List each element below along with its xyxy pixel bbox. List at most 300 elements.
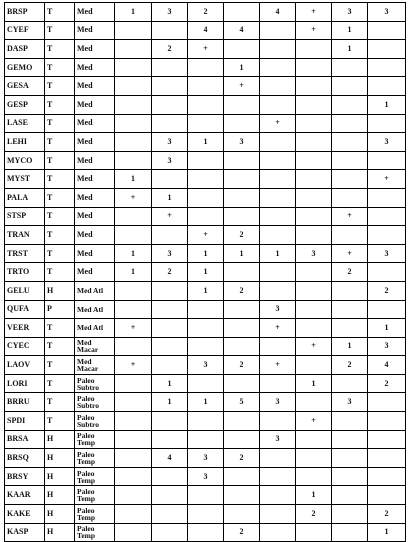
abundance-cell (188, 114, 224, 133)
species-code-cell: VEER (5, 319, 45, 338)
abundance-cell (188, 300, 224, 319)
abundance-cell (152, 412, 188, 431)
abundance-cell: 4 (224, 21, 260, 40)
abundance-cell (296, 40, 332, 59)
abundance-cell: 3 (188, 449, 224, 468)
abundance-cell: 2 (224, 281, 260, 300)
abundance-cell (188, 151, 224, 170)
abundance-cell (224, 412, 260, 431)
abundance-cell: + (296, 21, 332, 40)
table-row (5, 77, 406, 96)
life-form-cell: T (45, 77, 75, 96)
table-row (5, 374, 406, 393)
life-form-cell: T (45, 3, 75, 22)
table-row (5, 412, 406, 431)
species-code-cell: DASP (5, 40, 45, 59)
species-code-cell: GESP (5, 95, 45, 114)
abundance-cell (368, 40, 406, 59)
abundance-cell (224, 263, 260, 282)
species-code-cell: TRAN (5, 226, 45, 245)
abundance-cell (332, 77, 368, 96)
abundance-cell (260, 263, 296, 282)
abundance-cell (115, 449, 152, 468)
abundance-cell (332, 170, 368, 189)
abundance-cell: 3 (332, 3, 368, 22)
chorotype-cell: Med (75, 188, 115, 207)
abundance-cell (115, 133, 152, 152)
chorotype-cell: Paleo Temp (75, 467, 115, 486)
abundance-cell (115, 21, 152, 40)
table-row (5, 151, 406, 170)
life-form-cell: T (45, 374, 75, 393)
species-code-cell: CYEC (5, 337, 45, 356)
abundance-cell (332, 281, 368, 300)
abundance-cell: 3 (152, 244, 188, 263)
abundance-cell (368, 114, 406, 133)
abundance-cell (115, 467, 152, 486)
table-body (5, 3, 406, 542)
life-form-cell: T (45, 393, 75, 412)
abundance-cell: 2 (332, 263, 368, 282)
abundance-cell: 1 (296, 486, 332, 505)
abundance-cell (368, 188, 406, 207)
table-row (5, 207, 406, 226)
abundance-cell: 3 (224, 133, 260, 152)
abundance-cell: + (188, 226, 224, 245)
abundance-cell: 2 (368, 281, 406, 300)
abundance-cell: 1 (115, 263, 152, 282)
abundance-cell (296, 523, 332, 542)
abundance-cell (332, 374, 368, 393)
abundance-cell (260, 337, 296, 356)
abundance-cell: 3 (368, 133, 406, 152)
chorotype-cell: Paleo Temp (75, 505, 115, 524)
abundance-cell (332, 114, 368, 133)
life-form-cell: T (45, 263, 75, 282)
life-form-cell: P (45, 300, 75, 319)
abundance-cell: 1 (224, 244, 260, 263)
abundance-cell (188, 412, 224, 431)
life-form-cell: H (45, 467, 75, 486)
abundance-cell (332, 412, 368, 431)
abundance-cell: 2 (368, 505, 406, 524)
abundance-cell (296, 430, 332, 449)
abundance-cell (115, 430, 152, 449)
chorotype-cell: Med (75, 40, 115, 59)
species-code-cell: KAKE (5, 505, 45, 524)
abundance-cell (224, 505, 260, 524)
table-row (5, 58, 406, 77)
table-row (5, 170, 406, 189)
abundance-cell (115, 523, 152, 542)
abundance-cell (115, 374, 152, 393)
abundance-cell (224, 188, 260, 207)
chorotype-cell: Paleo Subtro (75, 374, 115, 393)
abundance-cell (260, 523, 296, 542)
abundance-cell: 1 (368, 319, 406, 338)
chorotype-cell: Med Macar (75, 337, 115, 356)
life-form-cell: H (45, 523, 75, 542)
chorotype-cell: Med (75, 133, 115, 152)
abundance-cell (115, 77, 152, 96)
abundance-cell (224, 319, 260, 338)
abundance-cell: 4 (368, 356, 406, 375)
abundance-cell: 1 (296, 374, 332, 393)
abundance-cell: + (188, 40, 224, 59)
abundance-cell: + (332, 244, 368, 263)
life-form-cell: T (45, 40, 75, 59)
chorotype-cell: Med (75, 77, 115, 96)
abundance-cell (188, 77, 224, 96)
abundance-cell: + (260, 319, 296, 338)
abundance-cell (224, 170, 260, 189)
abundance-cell: 1 (152, 393, 188, 412)
abundance-cell (332, 449, 368, 468)
species-code-cell: MYST (5, 170, 45, 189)
abundance-cell (260, 226, 296, 245)
table-row (5, 319, 406, 338)
abundance-cell (224, 40, 260, 59)
abundance-cell (152, 505, 188, 524)
abundance-cell (224, 467, 260, 486)
species-code-cell: GEMO (5, 58, 45, 77)
abundance-cell (115, 505, 152, 524)
species-code-cell: LASE (5, 114, 45, 133)
abundance-cell (152, 430, 188, 449)
abundance-cell (115, 412, 152, 431)
abundance-cell: 1 (188, 281, 224, 300)
abundance-cell (152, 467, 188, 486)
table-row (5, 449, 406, 468)
abundance-cell: 3 (368, 337, 406, 356)
species-table (4, 2, 406, 542)
abundance-cell: 4 (260, 3, 296, 22)
species-code-cell: BRSA (5, 430, 45, 449)
life-form-cell: H (45, 449, 75, 468)
abundance-cell (188, 319, 224, 338)
chorotype-cell: Med (75, 58, 115, 77)
species-code-cell: LAOV (5, 356, 45, 375)
life-form-cell: T (45, 21, 75, 40)
abundance-cell: 1 (332, 40, 368, 59)
abundance-cell (296, 449, 332, 468)
abundance-cell (296, 114, 332, 133)
abundance-cell (115, 151, 152, 170)
abundance-cell: 1 (188, 244, 224, 263)
abundance-cell (332, 486, 368, 505)
abundance-cell: 3 (296, 244, 332, 263)
abundance-cell: 1 (224, 58, 260, 77)
abundance-cell (368, 430, 406, 449)
abundance-cell: 2 (224, 226, 260, 245)
abundance-cell (152, 337, 188, 356)
abundance-cell (188, 505, 224, 524)
abundance-cell (296, 356, 332, 375)
abundance-cell (368, 449, 406, 468)
table-row (5, 133, 406, 152)
abundance-cell: + (332, 207, 368, 226)
abundance-cell (260, 467, 296, 486)
abundance-cell (368, 58, 406, 77)
abundance-cell (188, 374, 224, 393)
chorotype-cell: Med (75, 226, 115, 245)
abundance-cell: + (115, 356, 152, 375)
abundance-cell (115, 393, 152, 412)
life-form-cell: T (45, 356, 75, 375)
abundance-cell: 1 (152, 374, 188, 393)
species-code-cell: CYEF (5, 21, 45, 40)
abundance-cell (224, 114, 260, 133)
table-row (5, 114, 406, 133)
abundance-cell (260, 77, 296, 96)
abundance-cell (296, 133, 332, 152)
life-form-cell: H (45, 486, 75, 505)
species-code-cell: KAAR (5, 486, 45, 505)
abundance-cell (224, 300, 260, 319)
abundance-cell: 2 (224, 523, 260, 542)
chorotype-cell: Med Atl (75, 300, 115, 319)
abundance-cell (332, 151, 368, 170)
chorotype-cell: Paleo Subtro (75, 412, 115, 431)
abundance-cell (332, 505, 368, 524)
chorotype-cell: Paleo Temp (75, 486, 115, 505)
abundance-cell (152, 95, 188, 114)
abundance-cell (224, 151, 260, 170)
abundance-cell (224, 3, 260, 22)
abundance-cell (332, 467, 368, 486)
abundance-cell (188, 337, 224, 356)
life-form-cell: T (45, 170, 75, 189)
abundance-cell: 3 (368, 244, 406, 263)
abundance-cell: 1 (368, 523, 406, 542)
species-code-cell: SPDI (5, 412, 45, 431)
table-row (5, 226, 406, 245)
abundance-cell: 3 (332, 393, 368, 412)
abundance-cell: 3 (188, 356, 224, 375)
life-form-cell: T (45, 319, 75, 338)
abundance-cell (260, 151, 296, 170)
table-row (5, 281, 406, 300)
abundance-cell (296, 77, 332, 96)
abundance-cell: 3 (152, 133, 188, 152)
species-code-cell: BRRU (5, 393, 45, 412)
abundance-cell: + (152, 207, 188, 226)
abundance-cell (332, 523, 368, 542)
abundance-cell: + (115, 188, 152, 207)
abundance-cell (296, 319, 332, 338)
abundance-cell (260, 374, 296, 393)
abundance-cell (332, 300, 368, 319)
abundance-cell (115, 486, 152, 505)
abundance-cell (152, 77, 188, 96)
abundance-cell: 1 (152, 188, 188, 207)
table-row (5, 486, 406, 505)
abundance-cell: 3 (152, 3, 188, 22)
chorotype-cell: Paleo Temp (75, 449, 115, 468)
abundance-cell (152, 486, 188, 505)
abundance-cell (224, 95, 260, 114)
table-row (5, 263, 406, 282)
life-form-cell: T (45, 226, 75, 245)
abundance-cell: 3 (260, 430, 296, 449)
abundance-cell (152, 21, 188, 40)
life-form-cell: T (45, 133, 75, 152)
species-code-cell: TRTO (5, 263, 45, 282)
abundance-cell (260, 95, 296, 114)
abundance-cell (260, 58, 296, 77)
abundance-cell: 1 (188, 133, 224, 152)
abundance-cell: 1 (188, 393, 224, 412)
life-form-cell: T (45, 114, 75, 133)
abundance-cell (152, 300, 188, 319)
species-code-cell: TRST (5, 244, 45, 263)
abundance-cell (115, 95, 152, 114)
table-row (5, 3, 406, 22)
abundance-cell: 1 (115, 3, 152, 22)
chorotype-cell: Med (75, 170, 115, 189)
abundance-cell (368, 486, 406, 505)
abundance-cell (152, 356, 188, 375)
abundance-cell: 3 (368, 3, 406, 22)
abundance-cell (260, 133, 296, 152)
abundance-cell: 2 (296, 505, 332, 524)
species-code-cell: BRSP (5, 3, 45, 22)
abundance-cell: + (224, 77, 260, 96)
life-form-cell: T (45, 207, 75, 226)
abundance-cell: 1 (332, 21, 368, 40)
life-form-cell: H (45, 430, 75, 449)
abundance-cell (188, 188, 224, 207)
abundance-cell (332, 319, 368, 338)
abundance-cell: 1 (115, 170, 152, 189)
abundance-cell (368, 393, 406, 412)
abundance-cell: 2 (332, 356, 368, 375)
chorotype-cell: Paleo Subtro (75, 393, 115, 412)
table-row (5, 356, 406, 375)
abundance-cell: 3 (152, 151, 188, 170)
abundance-cell (332, 430, 368, 449)
abundance-cell (224, 337, 260, 356)
abundance-cell: 3 (260, 300, 296, 319)
abundance-cell (332, 95, 368, 114)
abundance-cell: 2 (152, 40, 188, 59)
chorotype-cell: Med Atl (75, 281, 115, 300)
chorotype-cell: Med Atl (75, 319, 115, 338)
abundance-cell (115, 58, 152, 77)
chorotype-cell: Med (75, 151, 115, 170)
species-code-cell: GELU (5, 281, 45, 300)
abundance-cell (188, 486, 224, 505)
abundance-cell (368, 300, 406, 319)
abundance-cell: + (115, 319, 152, 338)
abundance-cell (115, 337, 152, 356)
abundance-cell (332, 133, 368, 152)
abundance-cell (296, 170, 332, 189)
table-row (5, 337, 406, 356)
life-form-cell: T (45, 95, 75, 114)
abundance-cell (296, 207, 332, 226)
abundance-cell: + (260, 356, 296, 375)
species-code-cell: KASP (5, 523, 45, 542)
abundance-cell (368, 207, 406, 226)
abundance-cell (188, 430, 224, 449)
life-form-cell: T (45, 58, 75, 77)
table-row (5, 21, 406, 40)
abundance-cell (152, 114, 188, 133)
abundance-cell: 2 (188, 3, 224, 22)
table-row (5, 40, 406, 59)
chorotype-cell: Med Macar (75, 356, 115, 375)
chorotype-cell: Med (75, 244, 115, 263)
abundance-cell (296, 151, 332, 170)
table-row (5, 393, 406, 412)
abundance-cell (188, 58, 224, 77)
abundance-cell (224, 486, 260, 505)
abundance-cell (260, 207, 296, 226)
abundance-cell (296, 188, 332, 207)
abundance-cell (296, 281, 332, 300)
life-form-cell: H (45, 505, 75, 524)
abundance-cell (260, 412, 296, 431)
abundance-cell: 5 (224, 393, 260, 412)
abundance-cell (296, 226, 332, 245)
species-code-cell: STSP (5, 207, 45, 226)
abundance-cell (260, 40, 296, 59)
abundance-cell: 4 (152, 449, 188, 468)
abundance-cell (260, 188, 296, 207)
abundance-cell (332, 188, 368, 207)
abundance-cell (152, 226, 188, 245)
abundance-cell: + (296, 412, 332, 431)
abundance-cell (224, 207, 260, 226)
species-code-cell: BRSY (5, 467, 45, 486)
abundance-cell: 3 (188, 467, 224, 486)
abundance-cell (115, 281, 152, 300)
species-code-cell: GESA (5, 77, 45, 96)
life-form-cell: T (45, 188, 75, 207)
abundance-cell: 1 (368, 95, 406, 114)
life-form-cell: T (45, 412, 75, 431)
table-row (5, 188, 406, 207)
abundance-cell (115, 207, 152, 226)
chorotype-cell: Paleo Temp (75, 430, 115, 449)
table-row (5, 95, 406, 114)
abundance-cell (115, 114, 152, 133)
abundance-cell (296, 300, 332, 319)
chorotype-cell: Med (75, 263, 115, 282)
abundance-cell: 2 (152, 263, 188, 282)
chorotype-cell: Med (75, 207, 115, 226)
abundance-cell (260, 281, 296, 300)
life-form-cell: T (45, 244, 75, 263)
table-row (5, 505, 406, 524)
abundance-cell (224, 430, 260, 449)
abundance-cell (368, 151, 406, 170)
species-code-cell: QUFA (5, 300, 45, 319)
chorotype-cell: Med (75, 95, 115, 114)
abundance-cell (188, 523, 224, 542)
abundance-cell (115, 40, 152, 59)
species-code-cell: LEHI (5, 133, 45, 152)
abundance-cell: + (368, 170, 406, 189)
abundance-cell: 1 (332, 337, 368, 356)
abundance-cell (368, 226, 406, 245)
abundance-cell: 1 (115, 244, 152, 263)
abundance-cell (368, 467, 406, 486)
species-code-cell: BRSQ (5, 449, 45, 468)
table-row (5, 300, 406, 319)
abundance-cell (332, 58, 368, 77)
